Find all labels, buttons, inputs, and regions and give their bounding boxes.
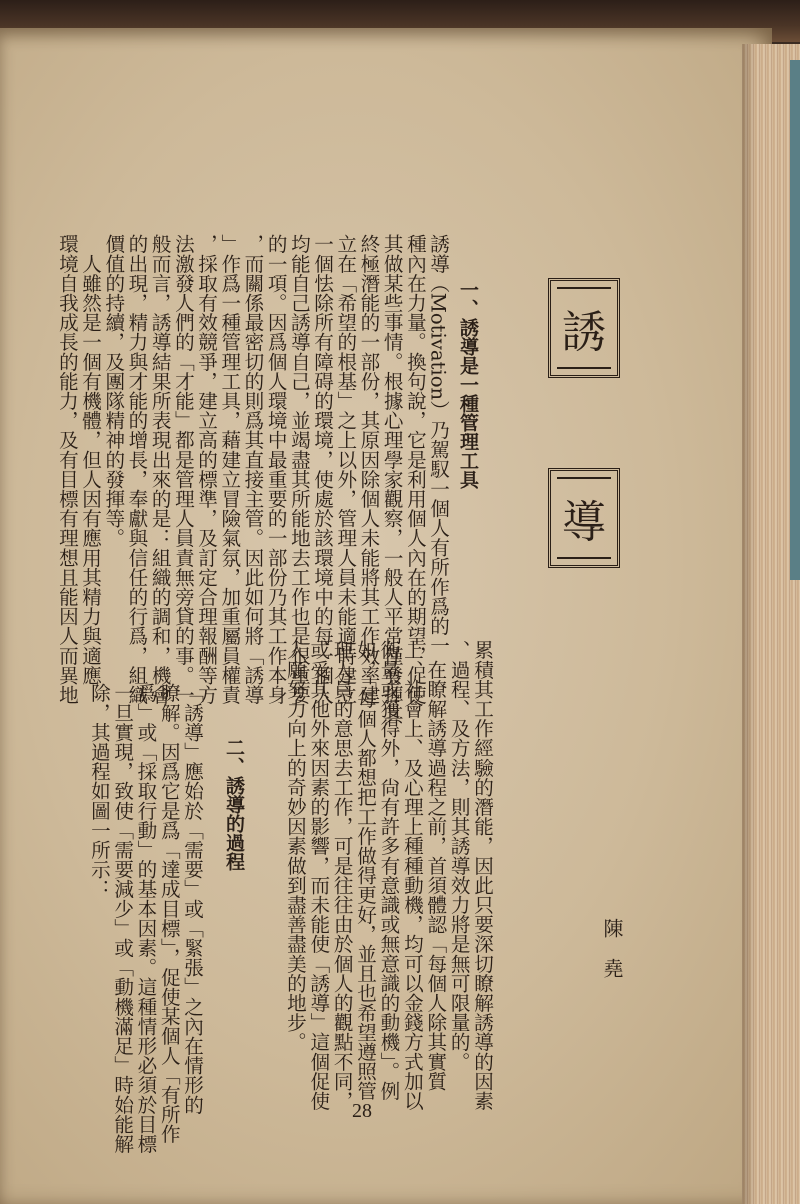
section1-column: 均能自己誘導自己，並竭盡其所能地去工作也是很重要 xyxy=(287,234,311,705)
section2-column: 「誘導」應始於「需要」或「緊張」之內在情形的 xyxy=(180,683,204,1115)
author-name: 陳 堯 xyxy=(600,918,624,978)
section1-column: 立在「希望的根基」之上以外，管理人員未能適時建立 xyxy=(333,234,357,705)
section2-intro-column: 如，「每個人都想把工作做得更好，並且也希望遵照管 xyxy=(353,640,377,1101)
section1-heading: 一、誘導是一種管理工具 xyxy=(457,280,479,489)
section1-column: 價值的持續，及團隊精神的發揮等。 xyxy=(101,234,125,548)
section2-column: 爲」或「採取行動」的基本因素。這種情形必須於目標 xyxy=(133,683,157,1154)
section1-column: 的一項。因爲個人環境中最重要的一部份乃其工作本身 xyxy=(264,234,288,705)
section2-column: 瞭解。因爲它是爲「達成目標」，促使某個人「有所作 xyxy=(157,683,181,1144)
title-box-1 xyxy=(548,278,620,378)
gutter-shadow xyxy=(742,44,756,1204)
section2-intro-column: 人願努力向上的奇妙因素做到盡善盡美的地步。 xyxy=(283,640,307,1052)
section2-intro-column: 在瞭解誘導過程之前，首須體認「每個人除其實質 xyxy=(423,640,447,1091)
section2-intro-column: 理人員的意思去工作，可是往往由於個人的觀點不同， xyxy=(330,640,354,1111)
section2-intro-column: 累積其工作經驗的潛能，因此只要深切瞭解誘導的因素 xyxy=(470,640,494,1111)
section2-column: 一旦實現，致使「需要減少」或「動機滿足」時始能解 xyxy=(110,683,134,1154)
section1-column: 人雖然是一個有機體，但人因有應用其精力與適應 xyxy=(78,234,102,685)
section1-column: 種內在力量。換句說，它是利用個人內在的期望，促使 xyxy=(403,234,427,705)
title-char-2: 導 xyxy=(562,497,606,548)
section1-column: 終極潛能的一部份，其原因除個人未能將其工作效率建 xyxy=(356,234,380,705)
section1-column: ，而關係最密切的則爲其直接主管。因此如何將「誘導 xyxy=(240,234,264,705)
section1-column: 般而言，誘導結果所表現出來的是：組織的調和，機會 xyxy=(148,234,172,705)
section1-column: 一個怯除所有障碍的環境，使處於該環境中的每一個人 xyxy=(310,234,334,705)
section2-intro-column: 、過程、及方法，則其誘導效力將是無可限量的。 xyxy=(447,640,471,1072)
section1-column: 誘導（Motivation）乃駕馭一個人有所作爲的一 xyxy=(426,234,450,655)
section2-intro-column: 衡量或獲得外，尙有許多有意識或無意識的動機」。例 xyxy=(376,640,400,1101)
section1-column: 其做某些事情。根據心理學家觀察，一般人平常僅發揮其 xyxy=(380,234,404,724)
background-strip xyxy=(790,60,800,580)
page-number: 28 xyxy=(352,1100,372,1122)
section1-column: ，採取有效競爭，建立高的標準，及訂定合理報酬等方 xyxy=(194,234,218,705)
section2-column: 除，其過程如圖一所示： xyxy=(87,683,111,899)
section2-intro-column: 上、社會上、及心理上種種動機，均可以金錢方式加以 xyxy=(400,640,424,1111)
section2-heading: 二、誘導的過程 xyxy=(223,738,245,871)
title-char-1: 誘 xyxy=(562,307,606,358)
section1-column: 」作爲一種管理工具，藉建立冒險氣氛，加重屬員權責 xyxy=(217,234,241,705)
section1-column: 的出現，精力與才能的增長，奉獻與信任的行爲，組織 xyxy=(124,234,148,705)
section1-column: 法激發人們的「才能」都是管理人員責無旁貸的事。一 xyxy=(171,234,195,705)
section1-column: 環境自我成長的能力，及有目標有理想且能因人而異地 xyxy=(55,234,79,705)
section2-intro-column: 或受其他外來因素的影響，而未能使「誘導」這個促使 xyxy=(306,640,330,1111)
title-box-2 xyxy=(548,468,620,568)
